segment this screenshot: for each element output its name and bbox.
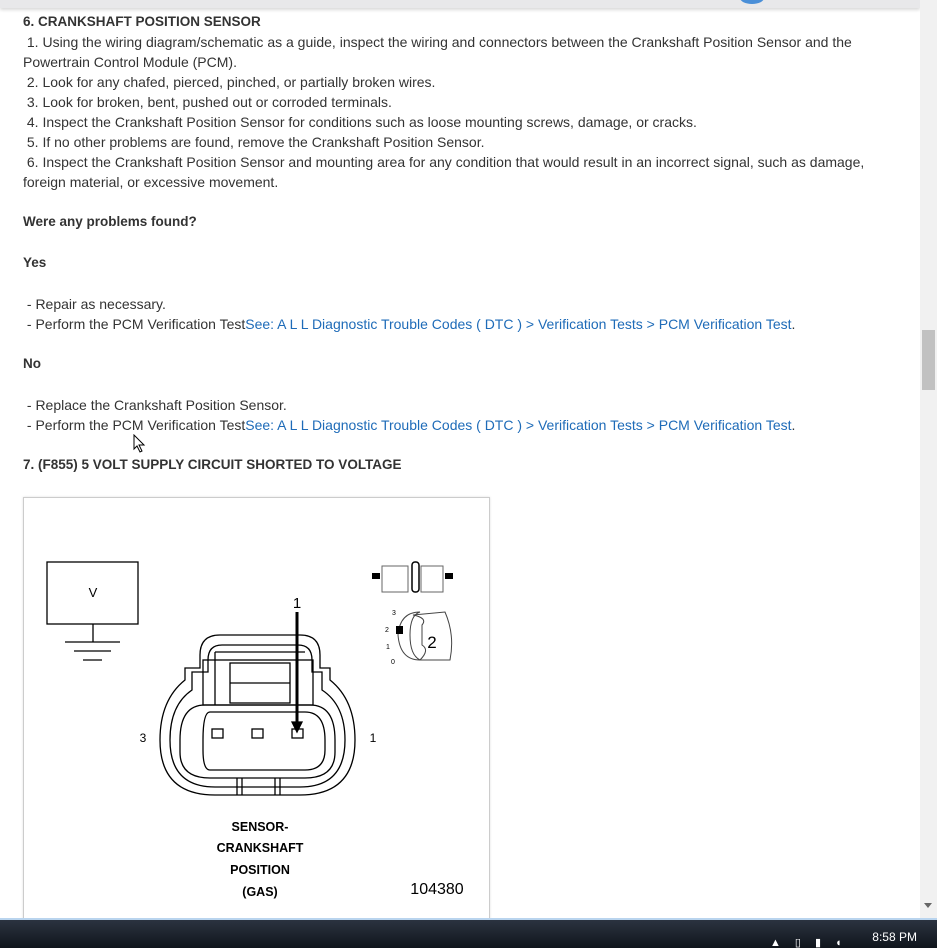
yes-item-2: - Perform the PCM Verification TestSee: A L L Diagnostic Trouble Codes ( DTC ) > Verification Tests > PCM Verification Test. xyxy=(26,316,796,332)
connector-face xyxy=(160,635,355,795)
question: Were any problems found? xyxy=(23,214,197,229)
step-4: 4. Inspect the Crankshaft Position Sensor for conditions such as loose mounting screws, damage, or cracks. xyxy=(26,114,697,130)
article-content xyxy=(23,12,903,475)
pin-1-label: 1 xyxy=(369,731,377,745)
no-item-2: - Perform the PCM Verification TestSee: A L L Diagnostic Trouble Codes ( DTC ) > Verification Tests > PCM Verification Test. xyxy=(26,417,796,433)
profile-icon[interactable] xyxy=(740,0,764,4)
svg-text:CRANKSHAFT: CRANKSHAFT xyxy=(216,841,304,855)
diagram-caption xyxy=(217,820,304,899)
voltmeter-symbol xyxy=(47,562,138,660)
svg-text:3: 3 xyxy=(392,610,396,617)
svg-text:SENSOR-: SENSOR- xyxy=(231,820,289,834)
yes-label: Yes xyxy=(23,255,47,270)
svg-text:1: 1 xyxy=(386,644,390,651)
pin-3-label: 3 xyxy=(139,731,147,745)
step-1: 1. Using the wiring diagram/schematic as a guide, inspect the wiring and connectors between the Crankshaft Position Sensor and the Powertrain Control Module (PCM). xyxy=(23,34,852,70)
no-label: No xyxy=(23,356,41,371)
section-6-heading: 6. CRANKSHAFT POSITION SENSOR xyxy=(23,14,261,29)
scroll-down-arrow-icon[interactable] xyxy=(924,903,932,908)
scrollbar-thumb[interactable] xyxy=(922,330,935,390)
pcm-verification-link[interactable]: See: A L L Diagnostic Trouble Codes ( DTC ) > Verification Tests > PCM Verification Test xyxy=(245,417,792,433)
figure-id: 104380 xyxy=(410,881,464,898)
step-5: 5. If no other problems are found, remove the Crankshaft Position Sensor. xyxy=(26,134,485,150)
svg-text:0: 0 xyxy=(391,659,395,666)
svg-text:2: 2 xyxy=(385,627,389,634)
connector-diagram xyxy=(23,497,490,929)
taskbar xyxy=(0,918,937,948)
svg-text:2: 2 xyxy=(427,633,437,652)
vertical-scrollbar[interactable] xyxy=(920,0,937,918)
svg-text:1: 1 xyxy=(292,595,302,612)
system-tray-icons[interactable]: ▲▯▮◖ xyxy=(770,937,856,949)
section-7-heading: 7. (F855) 5 VOLT SUPPLY CIRCUIT SHORTED TO VOLTAGE xyxy=(23,457,402,472)
taskbar-clock[interactable]: 8:58 PM xyxy=(872,930,917,944)
browser-toolbar xyxy=(0,0,920,8)
dial-icon xyxy=(385,610,452,666)
yes-item-1: - Repair as necessary. xyxy=(26,296,166,312)
pcm-verification-link[interactable]: See: A L L Diagnostic Trouble Codes ( DTC ) > Verification Tests > PCM Verification Test xyxy=(245,316,792,332)
mouse-cursor-icon xyxy=(133,434,147,454)
svg-text:POSITION: POSITION xyxy=(230,863,290,877)
no-item-1: - Replace the Crankshaft Position Sensor. xyxy=(26,397,287,413)
connector-icon xyxy=(372,562,453,592)
svg-text:V: V xyxy=(88,585,98,600)
step-3: 3. Look for broken, bent, pushed out or corroded terminals. xyxy=(26,94,392,110)
step-6: 6. Inspect the Crankshaft Position Sensor and mounting area for any condition that would result in an incorrect signal, such as damage, foreign material, or excessive movement. xyxy=(23,154,865,190)
step-2: 2. Look for any chafed, pierced, pinched, or partially broken wires. xyxy=(26,74,436,90)
svg-text:(GAS): (GAS) xyxy=(242,885,278,899)
